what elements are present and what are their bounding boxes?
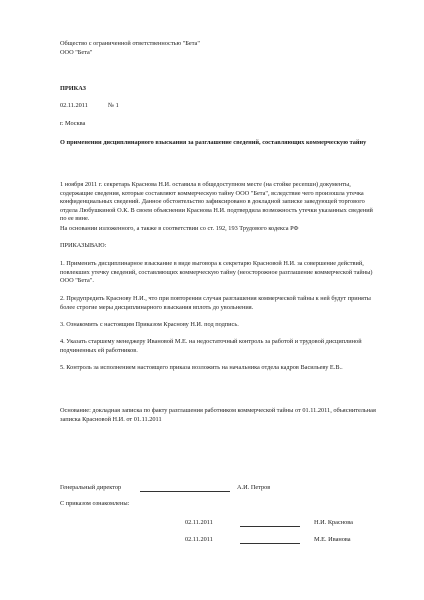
director-signature-line bbox=[140, 484, 230, 492]
order-item-4: 4. Указать старшему менеджеру Ивановой М.Е. на недостаточный контроль за работой и трудовой дисциплиной подчиненных ей работников. bbox=[60, 338, 362, 354]
order-date: 02.11.2011 bbox=[60, 102, 88, 109]
order-item-2: 2. Предупредить Краснову Н.И., что при повторении случая разглашения коммерческой тайны к ней будут приняты более строгие меры дисциплинарного взыскания вплоть до увольнения. bbox=[60, 295, 371, 311]
company-short-name: ООО "Бета" bbox=[60, 49, 93, 56]
paragraph-basis-law: На основании изложенного, а также в соответствии со ст. 192, 193 Трудового кодекса РФ bbox=[60, 225, 299, 232]
order-subject: О применении дисциплинарного взыскания за разглашение сведений, составляющих коммерческую тайну bbox=[60, 139, 367, 146]
order-item-3: 3. Ознакомить с настоящим Приказом Краснову Н.И. под подпись. bbox=[60, 321, 239, 328]
ack-name-2: М.Е. Иванова bbox=[314, 536, 351, 543]
director-name: А.И. Петров bbox=[237, 484, 271, 491]
acknowledgement-label: С приказом ознакомлены: bbox=[60, 500, 130, 507]
ack-name-1: Н.И. Краснова bbox=[314, 519, 353, 526]
paragraph-incident: 1 ноября 2011 г. секретарь Краснова Н.И. оставила в общедоступном месте (на стойке ресепшн) документы, содержащие сведения, которые составляют коммерческую тайну ООО "Бета", вследствие чего произошла утечка конфиденциальных сведений. Данное обстоятельство зафиксировано в докладной записке заведующей торгового отдела Любушкиной О.К. В своем объяснении Краснова Н.И. подтвердила возможность утечки указанных сведений по ее вине. bbox=[60, 181, 373, 223]
ack-signature-line-2 bbox=[240, 536, 300, 544]
order-title: ПРИКАЗ bbox=[60, 85, 86, 92]
company-name: Общество с ограниченной ответственностью "Бета" bbox=[60, 40, 200, 47]
order-number: № 1 bbox=[108, 102, 119, 109]
order-item-1: 1. Применить дисциплинарное взыскание в виде выговора к секретарю Красновой Н.И. за совершение действий, повлекших утечку сведений, составляющих коммерческую тайну (неосторожное разглашение коммерческой тайны) ООО "Бета". bbox=[60, 260, 373, 285]
ack-date-2: 02.11.2011 bbox=[185, 536, 213, 543]
ack-signature-line-1 bbox=[240, 519, 300, 527]
order-item-5: 5. Контроль за исполнением настоящего приказа возложить на начальника отдела кадров Васильеву Е.В.. bbox=[60, 364, 343, 371]
order-city: г. Москва bbox=[60, 120, 86, 127]
basis-note: Основание: докладная записка по факту разглашения работником коммерческой тайны от 01.11.2011, объяснительная записка Красновой Н.И. от 01.11.2011 bbox=[60, 407, 376, 423]
director-label: Генеральный директор bbox=[60, 484, 122, 491]
order-directive: ПРИКАЗЫВАЮ: bbox=[60, 242, 107, 249]
ack-date-1: 02.11.2011 bbox=[185, 519, 213, 526]
